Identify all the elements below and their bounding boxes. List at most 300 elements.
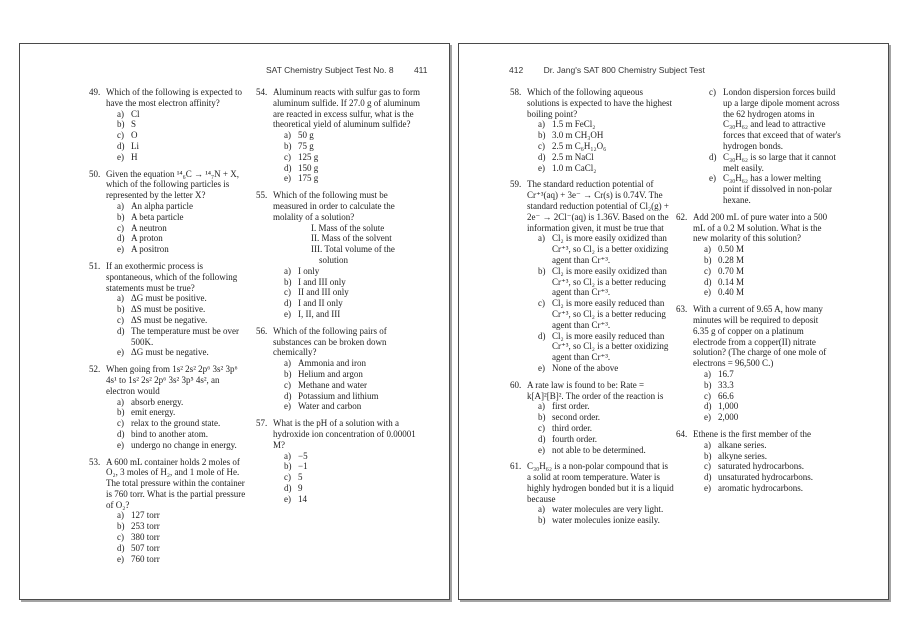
question-body	[527, 87, 674, 173]
option-text: 380 torr	[131, 532, 160, 543]
roman-item: II. Mass of the solvent	[311, 233, 392, 244]
question-text: Add 200 mL of pure water into a 500 mL of a 0.2 M solution. What is the new molarity of this solution?	[693, 211, 828, 244]
question-text: What is the pH of a solution with a hydroxide ion concentration of 0.00001 M?	[273, 418, 416, 450]
option-b	[106, 521, 249, 532]
option-text: 0.28 M	[718, 254, 745, 265]
question-body	[273, 87, 424, 184]
option-text: Cl	[131, 108, 140, 119]
option-letter: d)	[538, 433, 546, 444]
option-letter: d)	[538, 330, 546, 341]
option-text: 5	[298, 472, 303, 483]
option-letter: c)	[538, 298, 545, 309]
option-text: 14	[298, 493, 307, 504]
option-text: water molecules are very light.	[552, 504, 664, 515]
option-text: A positron	[131, 244, 169, 255]
question-column-left	[510, 87, 674, 532]
option-a	[273, 358, 424, 369]
option-a	[273, 451, 424, 462]
option-c	[693, 391, 834, 402]
option-c	[273, 287, 424, 298]
option-letter: c)	[117, 314, 124, 325]
option-c	[106, 223, 249, 234]
option-b	[527, 412, 674, 423]
option-letter: c)	[117, 418, 124, 429]
option-d	[106, 543, 249, 554]
option-e	[273, 173, 424, 184]
option-text: London dispersion forces build up a large dipole moment across the 62 hydrogen atoms in C₃₀H₆₂ and lead to attractive forces that exceed that of water's hydrogen bonds.	[723, 87, 841, 151]
option-text: Methane and water	[298, 379, 367, 390]
option-text: emit energy.	[131, 407, 176, 418]
option-letter: d)	[117, 140, 125, 151]
option-text: saturated hydrocarbons.	[718, 461, 804, 472]
option-text: S	[131, 119, 137, 130]
option-text: C₃₀H₆₂ has a lower melting point if dissolved in non-polar hexane.	[723, 173, 832, 205]
option-text: 2.5 m C₆H₁₂O₆	[552, 140, 607, 151]
option-letter: d)	[538, 151, 546, 162]
option-b	[106, 304, 249, 315]
page-header	[266, 65, 428, 75]
option-c	[527, 298, 674, 330]
option-letter: b)	[117, 407, 125, 418]
option-letter: b)	[284, 140, 292, 151]
question-body	[693, 304, 834, 423]
option-text: ΔG must be negative.	[131, 347, 209, 358]
option-text: 253 torr	[131, 521, 160, 532]
option-text: I and II only	[298, 298, 343, 309]
page-right	[458, 43, 889, 600]
question-57	[256, 418, 424, 504]
option-letter: e)	[704, 412, 711, 423]
option-text: absorb energy.	[131, 396, 184, 407]
question-number: 57.	[256, 418, 268, 429]
question-number: 62.	[676, 211, 688, 222]
question-body	[693, 212, 834, 298]
option-letter: a)	[538, 233, 545, 244]
option-b	[693, 380, 834, 391]
option-letter: d)	[284, 298, 292, 309]
option-d	[273, 298, 424, 309]
option-letter: e)	[709, 173, 716, 184]
option-letter: c)	[538, 140, 545, 151]
header-page-number: 412	[509, 65, 524, 75]
option-c	[273, 152, 424, 163]
option-text: 75 g	[298, 140, 314, 151]
option-text: Water and carbon	[298, 401, 362, 412]
option-letter: b)	[117, 521, 125, 532]
option-a	[527, 119, 674, 130]
question-number: 50.	[89, 168, 101, 179]
question-body	[527, 380, 674, 456]
question-61	[510, 461, 674, 526]
option-e	[693, 483, 834, 494]
option-text: ΔS must be negative.	[131, 314, 208, 325]
question-body	[106, 169, 249, 255]
option-text: unsaturated hydrocarbons.	[718, 472, 813, 483]
question-text: When going from 1s² 2s² 2p⁶ 3s² 3p⁶ 4s¹ to 1s² 2s² 2p⁶ 3s² 3p⁵ 4s², an electron would	[106, 364, 238, 396]
option-text: 125 g	[298, 151, 319, 162]
question-number: 56.	[256, 325, 268, 336]
question-text: Given the equation ¹⁴₆C → ¹⁴₇N + X, which of the following particles is represented by the letter X?	[106, 168, 240, 201]
option-c	[106, 532, 249, 543]
option-letter: a)	[117, 108, 124, 119]
question-body	[527, 179, 674, 373]
option-b	[273, 369, 424, 380]
question-56	[256, 326, 424, 412]
option-text: 16.7	[718, 368, 734, 379]
option-letter: b)	[538, 412, 546, 423]
option-b	[693, 255, 834, 266]
option-letter: a)	[117, 396, 124, 407]
option-e	[106, 152, 249, 163]
option-text: I, II, and III	[298, 308, 341, 319]
option-a	[106, 109, 249, 120]
question-text: Which of the following must be measured in order to calculate the molality of a solution?	[273, 190, 395, 222]
option-letter: d)	[284, 390, 292, 401]
option-text: 0.50 M	[718, 244, 745, 255]
question-body	[693, 429, 834, 494]
option-d	[693, 401, 834, 412]
option-letter: a)	[704, 439, 711, 450]
option-text: 1,000	[718, 401, 739, 412]
option-c	[693, 266, 834, 277]
question-number: 52.	[89, 364, 101, 375]
option-letter: b)	[117, 211, 125, 222]
option-text: aromatic hydrocarbons.	[718, 482, 803, 493]
option-b	[527, 266, 674, 298]
option-letter: b)	[704, 254, 712, 265]
option-letter: a)	[704, 368, 711, 379]
option-e	[106, 554, 249, 565]
option-letter: c)	[117, 130, 124, 141]
option-text: 66.6	[718, 390, 734, 401]
option-e	[693, 412, 834, 423]
option-c	[106, 315, 249, 326]
option-text: 760 torr	[131, 553, 160, 564]
question-number: 55.	[256, 190, 268, 201]
option-text: A beta particle	[131, 211, 184, 222]
option-e	[527, 445, 674, 456]
option-text: 175 g	[298, 173, 319, 184]
option-letter: c)	[704, 265, 711, 276]
question-number: 61.	[510, 461, 522, 472]
option-letter: b)	[538, 130, 546, 141]
question-text: Aluminum reacts with sulfur gas to form aluminum sulfide. If 27.0 g of aluminum are reacted in excess sulfur, what is the theoretical yield of aluminum sulfide?	[273, 87, 420, 130]
option-letter: e)	[704, 482, 711, 493]
question-number: 53.	[89, 456, 101, 467]
option-d	[106, 141, 249, 152]
option-letter: a)	[117, 510, 124, 521]
option-c	[106, 418, 249, 429]
option-text: alkane series.	[718, 439, 767, 450]
question-55	[256, 190, 424, 320]
option-text: C₃₀H₆₂ is so large that it cannot melt easily.	[723, 151, 836, 173]
question-text: A rate law is found to be: Rate = k[A]²[B]². The order of the reaction is	[527, 379, 664, 401]
option-d	[106, 233, 249, 244]
question-text: Which of the following pairs of substances can be broken down chemically?	[273, 325, 387, 358]
option-letter: b)	[284, 276, 292, 287]
option-letter: e)	[538, 444, 545, 455]
option-e	[693, 173, 834, 205]
option-c	[106, 130, 249, 141]
option-letter: e)	[117, 553, 124, 564]
question-63	[676, 304, 834, 423]
option-b	[527, 515, 674, 526]
option-text: I only	[298, 265, 320, 276]
option-d	[693, 277, 834, 288]
option-text: 1.5 m FeCl₂	[552, 119, 596, 130]
option-text: relax to the ground state.	[131, 418, 221, 429]
option-text: fourth order.	[552, 433, 597, 444]
option-letter: a)	[538, 119, 545, 130]
option-b	[273, 277, 424, 288]
option-text: 2.5 m NaCl	[552, 151, 594, 162]
question-60	[510, 380, 674, 456]
option-d	[527, 152, 674, 163]
option-letter: e)	[117, 347, 124, 358]
option-letter: e)	[284, 308, 291, 319]
option-letter: b)	[538, 515, 546, 526]
option-text: Cl₂ is more easily reduced than Cr⁺³, so Cl₂ is a better oxidizing agent than Cr⁺³.	[552, 330, 669, 363]
option-text: Cl₂ is more easily reduced than Cr⁺³, so Cl₂ is a better reducing agent than Cr⁺³.	[552, 298, 666, 330]
option-text: alkyne series.	[718, 450, 767, 461]
option-e	[693, 287, 834, 298]
option-letter: c)	[284, 472, 291, 483]
option-b	[106, 212, 249, 223]
option-a	[527, 504, 674, 515]
roman-item: I. Mass of the solute	[311, 222, 385, 233]
option-letter: d)	[284, 482, 292, 493]
option-letter: e)	[284, 401, 291, 412]
option-a	[273, 266, 424, 277]
option-letter: d)	[284, 162, 292, 173]
option-b	[273, 141, 424, 152]
option-letter: e)	[284, 493, 291, 504]
question-52	[89, 364, 249, 450]
option-text: third order.	[552, 422, 592, 433]
option-letter: c)	[117, 532, 124, 543]
question-column-right	[676, 87, 841, 500]
option-text: 2,000	[718, 412, 739, 423]
question-text: Which of the following aqueous solutions is expected to have the highest boiling point?	[527, 87, 672, 119]
option-b	[106, 119, 249, 130]
option-c	[527, 423, 674, 434]
option-text: 1.0 m CaCl₂	[552, 162, 597, 173]
question-50	[89, 169, 249, 255]
option-letter: b)	[117, 119, 125, 130]
option-text: None of the above	[552, 362, 619, 373]
option-letter: b)	[704, 379, 712, 390]
option-text: Ammonia and iron	[298, 358, 366, 369]
question-body	[106, 364, 249, 450]
option-letter: a)	[284, 265, 291, 276]
question-text: If an exothermic process is spontaneous, which of the following statements must be true?	[106, 260, 238, 293]
option-text: A proton	[131, 233, 163, 244]
option-text: I and III only	[298, 276, 346, 287]
option-a	[693, 440, 834, 451]
roman-item: III. Total volume of the solution	[311, 244, 395, 265]
option-letter: c)	[284, 287, 291, 298]
question-number: 64.	[676, 428, 688, 439]
option-text: ΔS must be positive.	[131, 304, 206, 315]
option-text: 50 g	[298, 130, 314, 141]
option-letter: b)	[284, 368, 292, 379]
question-number: 49.	[89, 87, 101, 97]
option-letter: b)	[704, 450, 712, 461]
option-e	[273, 494, 424, 505]
option-a	[527, 233, 674, 265]
question-49	[89, 87, 249, 163]
option-text: 33.3	[718, 379, 734, 390]
question-53	[89, 457, 249, 565]
option-text: H	[131, 151, 138, 162]
option-letter: a)	[538, 504, 545, 515]
option-b	[106, 407, 249, 418]
question-body	[273, 190, 424, 320]
option-letter: d)	[117, 325, 125, 336]
option-letter: e)	[117, 244, 124, 255]
option-text: −1	[298, 461, 308, 472]
header-page-number: 411	[413, 65, 428, 75]
option-b	[527, 130, 674, 141]
option-letter: c)	[709, 87, 716, 97]
option-letter: c)	[284, 379, 291, 390]
option-text: 3.0 m CH₃OH	[552, 130, 604, 141]
option-letter: c)	[117, 222, 124, 233]
option-letter: a)	[284, 358, 291, 369]
option-letter: e)	[284, 173, 291, 184]
option-text: Potassium and lithium	[298, 390, 379, 401]
option-c	[527, 141, 674, 152]
option-text: bind to another atom.	[131, 428, 208, 439]
option-text: water molecules ionize easily.	[552, 515, 660, 526]
option-text: The temperature must be over 500K.	[131, 325, 239, 347]
option-e	[273, 401, 424, 412]
question-continuation	[676, 87, 841, 206]
question-54	[256, 87, 424, 184]
option-letter: d)	[704, 401, 712, 412]
option-text: II and III only	[298, 287, 349, 298]
option-e	[273, 309, 424, 320]
option-text: An alpha particle	[131, 200, 193, 211]
question-body	[527, 461, 674, 526]
option-letter: b)	[117, 304, 125, 315]
option-text: A neutron	[131, 222, 167, 233]
option-letter: d)	[117, 233, 125, 244]
option-letter: e)	[117, 151, 124, 162]
question-number: 59.	[510, 179, 522, 190]
option-text: Helium and argon	[298, 368, 363, 379]
option-letter: a)	[538, 401, 545, 412]
option-text: O	[131, 130, 138, 141]
option-d	[527, 434, 674, 445]
option-text: 150 g	[298, 162, 319, 173]
option-d	[527, 331, 674, 363]
question-number: 58.	[510, 87, 522, 97]
option-letter: a)	[704, 244, 711, 255]
option-text: not able to be determined.	[552, 444, 646, 455]
option-a	[106, 201, 249, 212]
question-column-right	[256, 87, 424, 510]
option-d	[693, 152, 834, 174]
option-a	[273, 130, 424, 141]
option-letter: c)	[704, 461, 711, 472]
option-a	[693, 244, 834, 255]
question-number: 63.	[676, 304, 688, 315]
option-letter: a)	[117, 293, 124, 304]
option-text: 0.70 M	[718, 265, 745, 276]
option-e	[106, 244, 249, 255]
option-text: 127 torr	[131, 510, 160, 521]
option-letter: d)	[704, 276, 712, 287]
option-letter: e)	[117, 439, 124, 450]
question-number: 60.	[510, 379, 522, 390]
option-text: ΔG must be positive.	[131, 293, 207, 304]
option-letter: e)	[538, 162, 545, 173]
question-text: C₃₀H₆₂ is a non-polar compound that is a solid at room temperature. Water is highly hydrogen bonded but it is a liquid because	[527, 461, 674, 504]
option-e	[106, 440, 249, 451]
option-text: undergo no change in energy.	[131, 439, 237, 450]
option-text: 0.40 M	[718, 287, 745, 298]
option-a	[106, 397, 249, 408]
option-text: Cl₂ is more easily oxidized than Cr⁺³, so Cl₂ is a better reducing agent than Cr⁺³.	[552, 265, 667, 298]
question-body	[693, 87, 841, 206]
question-body	[273, 418, 424, 504]
option-text: second order.	[552, 412, 600, 423]
option-letter: c)	[704, 390, 711, 401]
option-letter: a)	[117, 200, 124, 211]
option-c	[693, 461, 834, 472]
option-c	[273, 380, 424, 391]
option-text: 507 torr	[131, 542, 160, 553]
option-letter: c)	[538, 422, 545, 433]
question-58	[510, 87, 674, 173]
header-title: SAT Chemistry Subject Test No. 8	[266, 65, 394, 75]
option-c	[273, 472, 424, 483]
question-number	[676, 87, 693, 206]
option-a	[693, 369, 834, 380]
header-title: Dr. Jang's SAT 800 Chemistry Subject Test	[543, 65, 705, 75]
question-59	[510, 179, 674, 373]
option-d	[273, 483, 424, 494]
question-64	[676, 429, 834, 494]
option-b	[273, 461, 424, 472]
option-text: Cl₂ is more easily oxidized than Cr⁺³, so Cl₂ is a better oxidizing agent than Cr⁺³.	[552, 233, 669, 265]
option-a	[106, 293, 249, 304]
question-text: A 600 mL container holds 2 moles of O₂, 3 moles of H₂, and 1 mole of He. The total pressure within the container is 760 torr. What is the partial pressure of O₂?	[106, 456, 246, 510]
question-text: Which of the following is expected to have the most electron affinity?	[106, 87, 242, 108]
question-body	[106, 457, 249, 565]
question-body	[106, 261, 249, 358]
option-letter: d)	[117, 542, 125, 553]
page-left	[19, 43, 450, 600]
option-text: 0.14 M	[718, 276, 745, 287]
option-a	[527, 401, 674, 412]
question-text: With a current of 9.65 A, how many minutes will be required to deposit 6.35 g of copper on a platinum electrode from a copper(II) nitrate solution? (The charge of one mole of electrons = 96,500 C.)	[693, 304, 827, 369]
option-e	[527, 163, 674, 174]
question-51	[89, 261, 249, 358]
option-a	[106, 510, 249, 521]
option-letter: e)	[704, 287, 711, 298]
page-header	[509, 65, 705, 75]
option-e	[106, 347, 249, 358]
option-letter: d)	[117, 428, 125, 439]
option-letter: b)	[284, 461, 292, 472]
question-text: The standard reduction potential of Cr⁺³(aq) + 3e⁻ → Cr(s) is 0.74V. The standard reduction potential of Cl₂(g) + 2e⁻ → 2Cl⁻(aq) is 1.36V. Based on the information given, it must be true that	[527, 179, 669, 233]
option-letter: d)	[704, 472, 712, 483]
option-letter: b)	[538, 265, 546, 276]
question-body	[273, 326, 424, 412]
option-d	[106, 429, 249, 440]
